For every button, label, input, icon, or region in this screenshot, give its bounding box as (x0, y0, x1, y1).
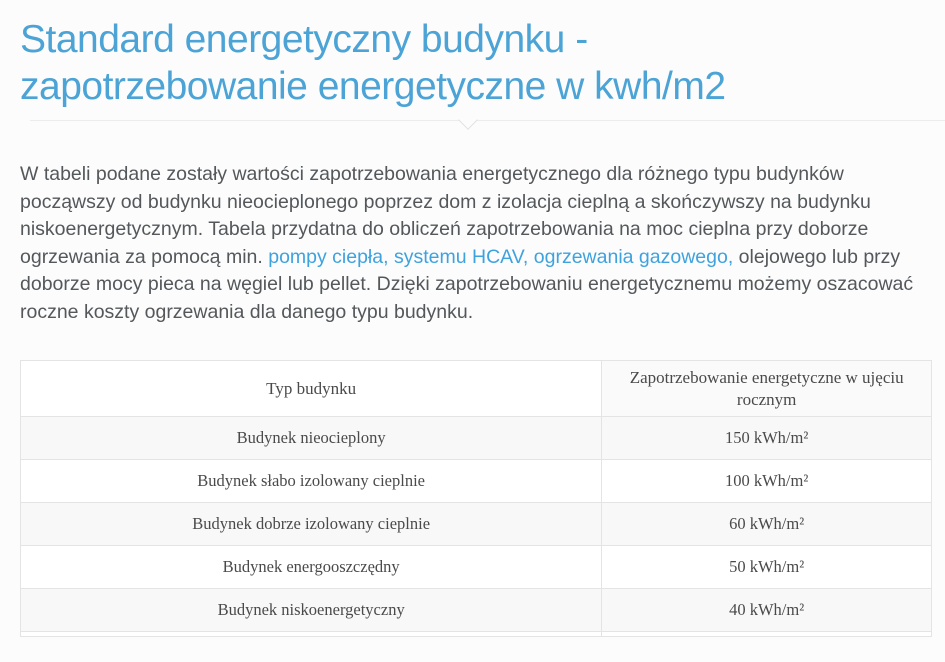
table-header-row (21, 361, 932, 417)
energy-value-cell: 60 kWh/m² (602, 503, 932, 546)
table-header-building-type: Typ budynku (21, 361, 602, 417)
table-header-energy-demand: Zapotrzebowanie energetyczne w ujęciu rocznym (602, 361, 932, 417)
energy-demand-table (20, 360, 932, 637)
divider-notch-icon (458, 110, 478, 130)
table-row (21, 417, 932, 460)
energy-value-cell: 40 kWh/m² (602, 589, 932, 632)
table-row (21, 460, 932, 503)
intro-text-segment: olejowego lub przy doborze mocy pieca na węgiel lub pellet. Dzięki zapotrzebowaniu energetycznemu możemy oszacować roczne koszty ogrzewania dla danego typu budynku. (20, 245, 914, 323)
energy-value-cell: 150 kWh/m² (602, 417, 932, 460)
page-title-line2: zapotrzebowanie energetyczne w kwh/m2 (20, 65, 726, 108)
link-pompy-ciepla[interactable]: pompy ciepła, (268, 245, 389, 268)
page-title (20, 16, 925, 110)
link-systemu-hcav[interactable]: systemu HCAV, (393, 245, 529, 268)
table-footer-strip (21, 632, 932, 637)
table-row (21, 503, 932, 546)
building-type-cell: Budynek niskoenergetyczny (21, 589, 602, 632)
energy-value-cell: 100 kWh/m² (602, 460, 932, 503)
building-type-cell: Budynek słabo izolowany cieplnie (21, 460, 602, 503)
energy-value-cell: 50 kWh/m² (602, 546, 932, 589)
table-row (21, 589, 932, 632)
intro-paragraph (20, 161, 925, 326)
link-ogrzewania-gazowego[interactable]: ogrzewania gazowego, (533, 245, 734, 268)
building-type-cell: Budynek nieocieplony (21, 417, 602, 460)
section-divider (30, 120, 945, 121)
table-row (21, 546, 932, 589)
building-type-cell: Budynek energooszczędny (21, 546, 602, 589)
building-type-cell: Budynek dobrze izolowany cieplnie (21, 503, 602, 546)
page-title-line1: Standard energetyczny budynku - (20, 18, 588, 61)
intro-text-segment: W tabeli podane zostały wartości zapotrzebowania energetycznego dla różnego typu budynków począwszy od budynku nieocieplonego poprzez dom z izolacja cieplną a skończywszy na budynku niskoenergetycznym. Tabela przydatna do obliczeń zapotrzebowania na moc cieplna przy doborze ogrzewania za pomocą min. (20, 163, 871, 268)
